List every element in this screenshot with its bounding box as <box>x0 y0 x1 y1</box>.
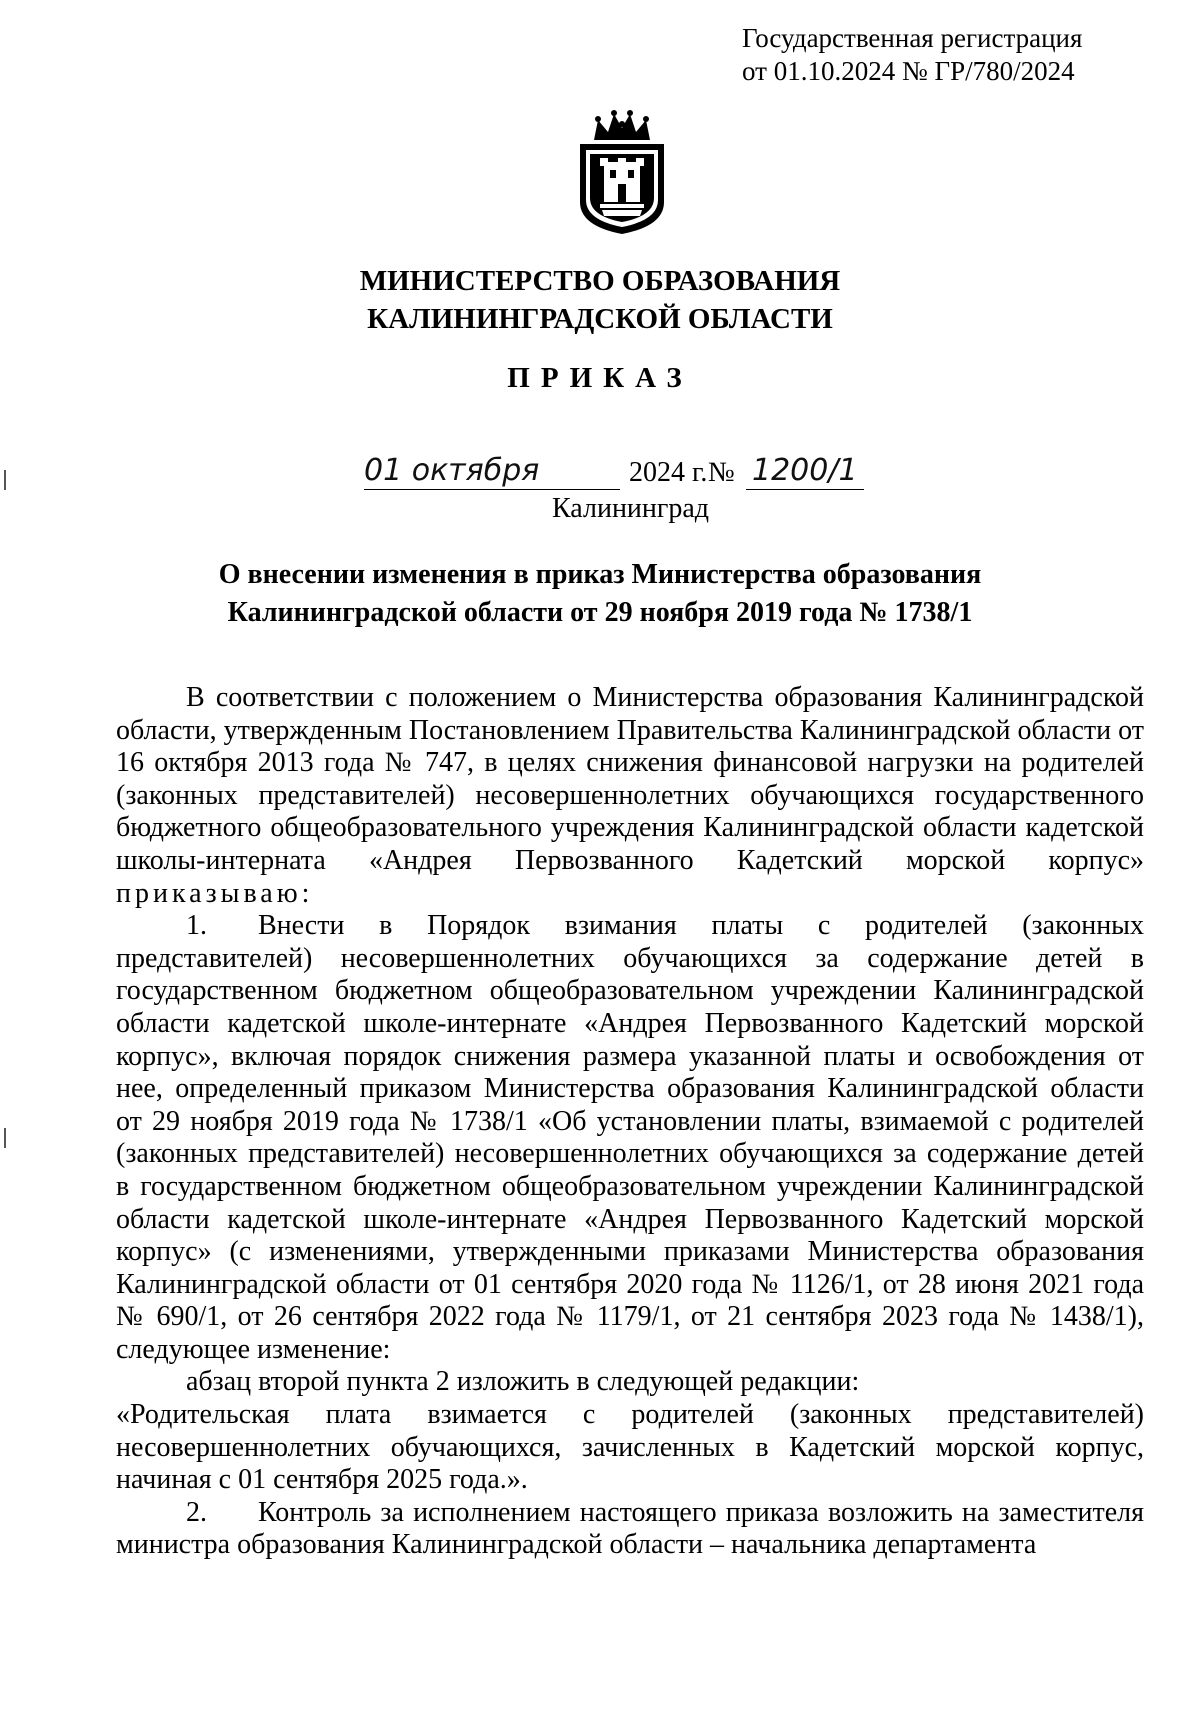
preamble-text: В соответствии с положением о Министерства образования Калининградской области, утвержденным Постановлением Правительства Калининградской области от 16 октября 2013 года № 747, в целях снижения финансовой нагрузки на родителей (законных представителей) несовершеннолетних обучающихся государственного бюджетного общеобразовательного учреждения Калининградской области кадетской школы-интерната «Андрея Первозванного Кадетский морской корпус» <box>116 682 1144 876</box>
order-word: приказываю: <box>116 877 314 909</box>
item-2-paragraph <box>116 1497 1144 1562</box>
item-1-text: Внести в Порядок взимания платы с родителей (законных представителей) несовершеннолетних обучающихся за содержание детей в государственном бюджетном общеобразовательном учреждении Калининградской области кадетской школе-интернате «Андрея Первозванного Кадетский морской корпус», включая порядок снижения размера указанной платы и освобождения от нее, определенный приказом Министерства образования Калининградской области от 29 ноября 2019 года № 1738/1 «Об установлении платы, взимаемой с родителей (законных представителей) несовершеннолетних обучающихся за содержание детей в государственном бюджетном общеобразовательном учреждении Калининградской области кадетской школе-интернате «Андрея Первозванного Кадетский морской корпус» (с изменениями, утвержденными приказами Министерства образования Калининградской области от 01 сентября 2020 года № 1126/1, от 28 июня 2021 года № 690/1, от 26 сентября 2022 года № 1179/1, от 21 сентября 2023 года № 1438/1), следующее изменение: <box>116 910 1144 1365</box>
scan-artifact <box>4 470 6 490</box>
handwritten-date: 01 октября <box>364 453 540 488</box>
ministry-line-1: МИНИСТЕРСТВО ОБРАЗОВАНИЯ <box>359 265 841 297</box>
quoted-amendment: «Родительская плата взимается с родителей (законных представителей) несовершеннолетних обучающихся, зачисленных в Кадетский морской корпус, начиная с 01 сентября 2025 года.». <box>116 1399 1144 1496</box>
item-1-number: 1. <box>186 910 207 942</box>
number-underline <box>746 489 864 490</box>
order-title <box>0 556 1200 632</box>
scan-artifact <box>4 1128 6 1148</box>
item-2-text: Контроль за исполнением настоящего приказа возложить на заместителя министра образования Калининградской области – начальника департамента <box>116 1496 1144 1561</box>
number-sign: № <box>708 457 735 488</box>
item-2-number: 2. <box>186 1496 207 1528</box>
subitem-paragraph: абзац второй пункта 2 изложить в следующей редакции: <box>186 1366 860 1398</box>
city: Калининград <box>552 493 710 524</box>
title-line-1: О внесении изменения в приказ Министерства образования <box>218 559 982 590</box>
kaliningrad-coat-of-arms-icon <box>574 110 670 236</box>
ministry-name <box>0 262 1200 338</box>
registration-line-2: от 01.10.2024 № ГР/780/2024 <box>742 56 1075 86</box>
document-type: ПРИКАЗ <box>507 362 693 394</box>
handwritten-number: 1200/1 <box>752 453 858 488</box>
date-line <box>364 455 924 495</box>
year: 2024 г. <box>629 457 708 488</box>
preamble-paragraph <box>116 682 1144 910</box>
order-body <box>116 682 1144 1562</box>
ministry-line-2: КАЛИНИНГРАДСКОЙ ОБЛАСТИ <box>367 303 833 335</box>
title-line-2: Калининградской области от 29 ноября 2019 года № 1738/1 <box>227 597 973 628</box>
item-1-paragraph <box>116 910 1144 1366</box>
registration-line-1: Государственная регистрация <box>742 23 1083 53</box>
date-underline <box>364 489 620 490</box>
registration-stamp <box>742 22 1082 88</box>
